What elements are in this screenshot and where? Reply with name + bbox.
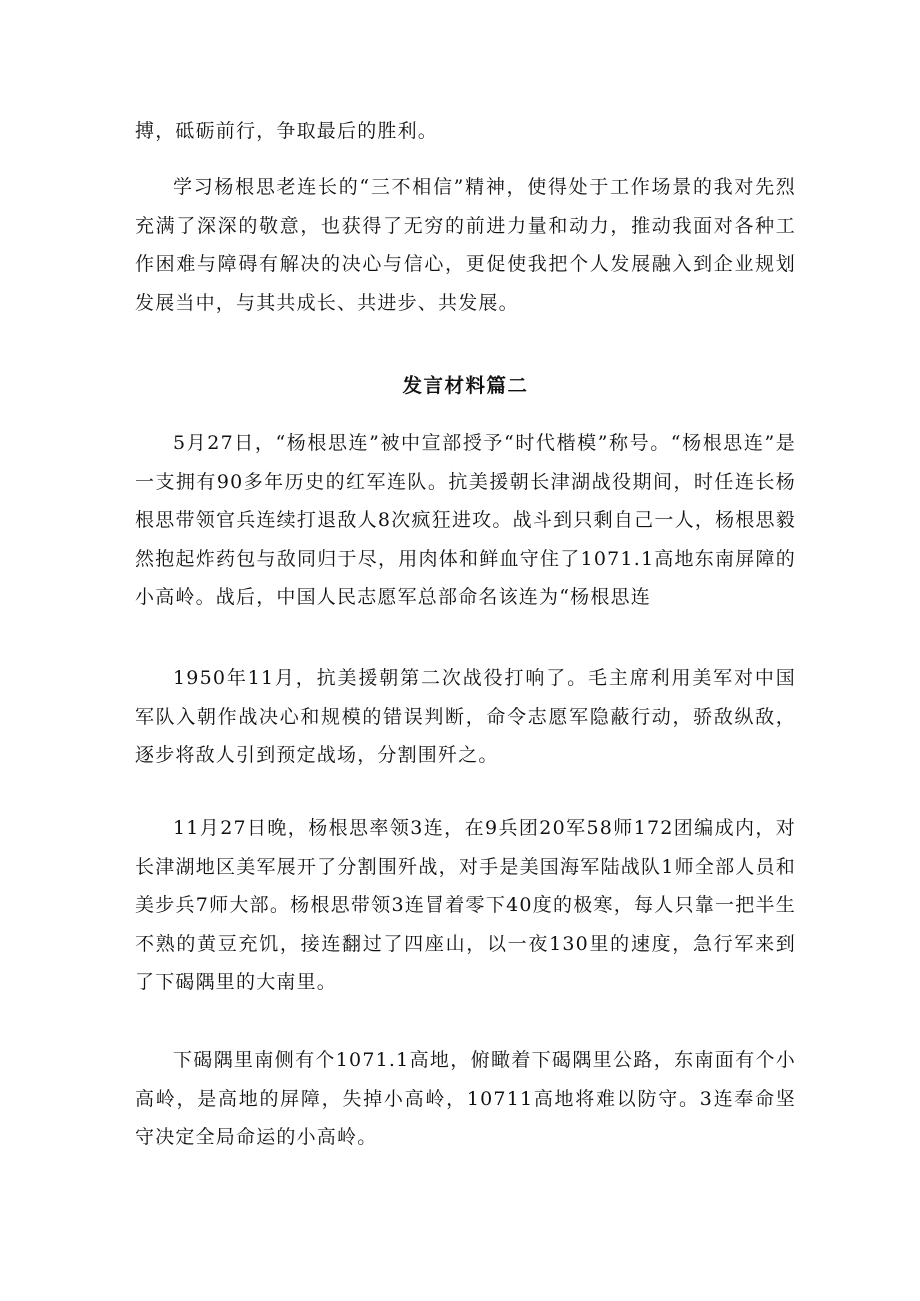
section-heading: 发言材料篇二 [402, 374, 529, 397]
paragraph-6: 下碣隅里南侧有个1071.1高地，俯瞰着下碣隅里公路，东南面有个小高岭，是高地的屏障，失掉小高岭，10711高地将难以防守。3连奉命坚守决定全局命运的小高岭。 [135, 1049, 796, 1148]
paragraph-5: 11月27日晚，杨根思率领3连，在9兵团20军58师172团编成内，对长津湖地区美军展开了分割围歼战，对手是美国海军陆战队1师全部人员和美步兵7师大部。杨根思带领3连冒着零下40度的极寒，每人只靠一把半生不熟的黄豆充饥，接连翻过了四座山，以一夜130里的速度，急行军来到了下碣隅里的大南里。 [135, 817, 796, 993]
paragraph-1: 搏，砥砺前行，争取最后的胜利。 [135, 120, 439, 142]
paragraph-4: 1950年11月，抗美援朝第二次战役打响了。毛主席利用美军对中国军队入朝作战决心和规模的错误判断，命令志愿军隐蔽行动，骄敌纵敌，逐步将敌人引到预定战场，分割围歼之。 [135, 667, 796, 766]
paragraph-2: 学习杨根思老连长的“三不相信”精神，使得处于工作场景的我对先烈充满了深深的敬意，也获得了无穷的前进力量和动力，推动我面对各种工作困难与障碍有解决的决心与信心，更促使我把个人发展融入到企业规划发展当中，与其共成长、共进步、共发展。 [135, 176, 796, 314]
paragraph-3: 5月27日，“杨根思连”被中宣部授予“时代楷模”称号。“杨根思连”是一支拥有90多年历史的红军连队。抗美援朝长津湖战役期间，时任连长杨根思带领官兵连续打退敌人8次疯狂进攻。战斗到只剩自己一人，杨根思毅然抱起炸药包与敌同归于尽，用肉体和鲜血守住了1071.1高地东南屏障的小高岭。战后，中国人民志愿军总部命名该连为“杨根思连 [135, 432, 796, 608]
